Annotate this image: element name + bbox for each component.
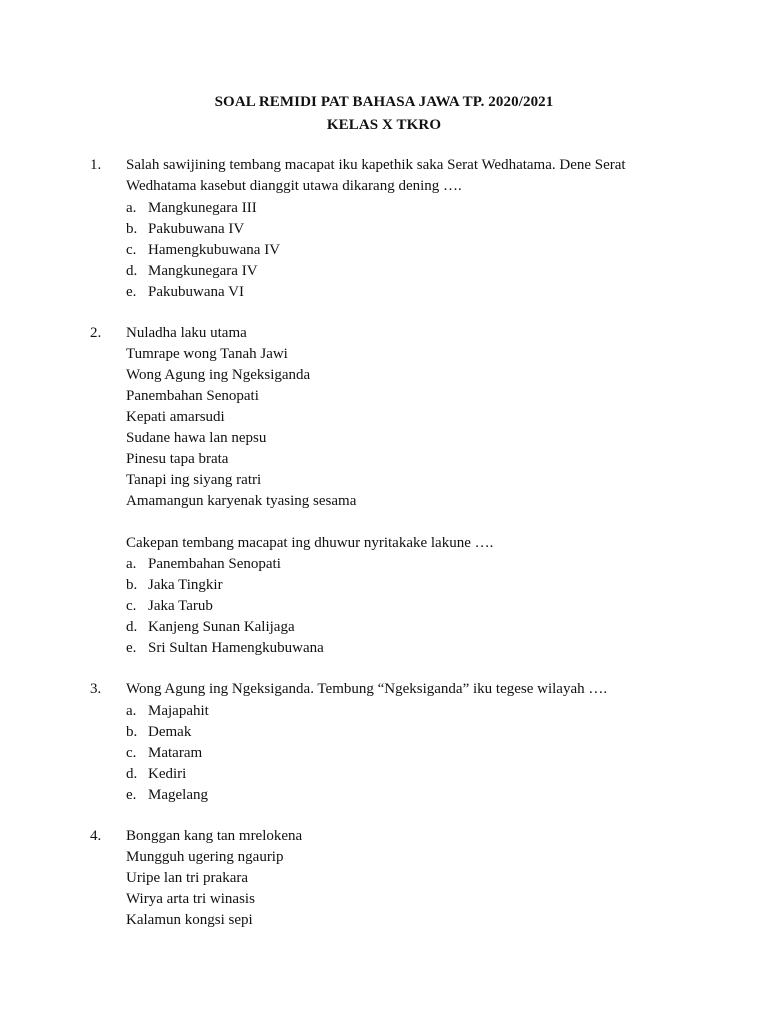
- question-text-line: Salah sawijining tembang macapat iku kapethik saka Serat Wedhatama. Dene Serat: [126, 157, 626, 173]
- option-text: Demak: [148, 724, 192, 740]
- document-title: SOAL REMIDI PAT BAHASA JAWA TP. 2020/2021: [214, 94, 554, 110]
- poem-line: Kepati amarsudi: [126, 409, 225, 425]
- question-number: 2.: [90, 325, 102, 341]
- poem-line: Pinesu tapa brata: [126, 451, 229, 467]
- option-text: Kanjeng Sunan Kalijaga: [148, 619, 295, 635]
- poem-line: Bonggan kang tan mrelokena: [126, 828, 303, 844]
- poem-line: Tanapi ing siyang ratri: [126, 472, 262, 488]
- document-subtitle: KELAS X TKRO: [326, 117, 442, 133]
- poem-line: Amamangun karyenak tyasing sesama: [126, 493, 357, 509]
- option-letter: e.: [126, 787, 137, 803]
- option-text: Jaka Tarub: [148, 598, 213, 614]
- poem-line: Wirya arta tri winasis: [126, 891, 255, 907]
- option-letter: b.: [126, 221, 138, 237]
- question-text-line: Wedhatama kasebut dianggit utawa dikarang dening ….: [126, 178, 462, 194]
- option-letter: a.: [126, 556, 137, 572]
- option-text: Majapahit: [148, 703, 209, 719]
- option-text: Pakubuwana VI: [148, 284, 244, 300]
- option-letter: a.: [126, 703, 137, 719]
- option-text: Magelang: [148, 787, 208, 803]
- option-letter: b.: [126, 724, 138, 740]
- question-number: 3.: [90, 681, 102, 697]
- poem-line: Sudane hawa lan nepsu: [126, 430, 267, 446]
- question-prompt: Cakepan tembang macapat ing dhuwur nyritakake lakune ….: [126, 535, 494, 551]
- poem-line: Uripe lan tri prakara: [126, 870, 249, 886]
- option-text: Mataram: [148, 745, 203, 761]
- option-text: Mangkunegara III: [148, 200, 257, 216]
- option-letter: d.: [126, 619, 138, 635]
- option-text: Jaka Tingkir: [148, 577, 223, 593]
- option-letter: b.: [126, 577, 138, 593]
- option-text: Panembahan Senopati: [148, 556, 281, 572]
- option-text: Hamengkubuwana IV: [148, 242, 281, 258]
- option-text: Sri Sultan Hamengkubuwana: [148, 640, 324, 656]
- question-number: 1.: [90, 157, 102, 173]
- option-letter: a.: [126, 200, 137, 216]
- option-text: Pakubuwana IV: [148, 221, 245, 237]
- question-text-line: Wong Agung ing Ngeksiganda. Tembung “Ngeksiganda” iku tegese wilayah ….: [126, 681, 608, 697]
- poem-line: Tumrape wong Tanah Jawi: [126, 346, 288, 362]
- option-text: Mangkunegara IV: [148, 263, 258, 279]
- poem-line: Wong Agung ing Ngeksiganda: [126, 367, 311, 383]
- option-letter: d.: [126, 263, 138, 279]
- question-number: 4.: [90, 828, 102, 844]
- option-letter: c.: [126, 242, 137, 258]
- option-text: Kediri: [148, 766, 187, 782]
- option-letter: e.: [126, 284, 137, 300]
- option-letter: c.: [126, 745, 137, 761]
- option-letter: d.: [126, 766, 138, 782]
- option-letter: c.: [126, 598, 137, 614]
- option-letter: e.: [126, 640, 137, 656]
- poem-line: Mungguh ugering ngaurip: [126, 849, 284, 865]
- poem-line: Kalamun kongsi sepi: [126, 912, 253, 928]
- poem-line: Nuladha laku utama: [126, 325, 247, 341]
- poem-line: Panembahan Senopati: [126, 388, 259, 404]
